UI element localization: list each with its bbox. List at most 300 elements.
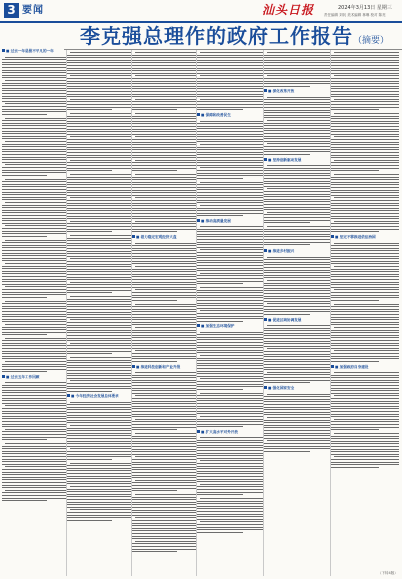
text-line bbox=[197, 165, 263, 166]
text-line bbox=[197, 260, 263, 261]
text-line bbox=[67, 417, 131, 418]
text-line bbox=[197, 123, 263, 124]
text-line bbox=[135, 372, 196, 373]
text-line bbox=[197, 275, 263, 276]
text-line bbox=[70, 463, 131, 464]
text-line bbox=[67, 104, 131, 105]
text-block bbox=[197, 51, 263, 111]
text-line bbox=[132, 274, 196, 275]
text-line bbox=[67, 187, 131, 188]
text-line bbox=[197, 450, 263, 451]
text-line bbox=[67, 507, 131, 508]
text-line bbox=[2, 233, 66, 234]
text-line bbox=[331, 284, 399, 285]
text-line bbox=[264, 396, 330, 397]
text-line bbox=[264, 86, 310, 87]
text-line bbox=[197, 395, 263, 396]
text-line bbox=[331, 91, 399, 92]
text-line bbox=[2, 83, 66, 84]
text-line bbox=[331, 187, 399, 188]
text-line bbox=[197, 473, 263, 474]
text-line bbox=[264, 435, 330, 436]
text-line bbox=[2, 327, 66, 328]
text-line bbox=[67, 96, 131, 97]
text-line bbox=[264, 104, 330, 105]
text-line bbox=[132, 297, 196, 298]
text-line bbox=[5, 490, 66, 491]
text-line bbox=[132, 424, 196, 425]
text-line bbox=[2, 319, 66, 320]
text-line bbox=[67, 459, 112, 460]
text-line bbox=[264, 209, 330, 210]
text-line bbox=[67, 162, 131, 163]
text-line bbox=[331, 62, 399, 63]
text-line bbox=[132, 88, 196, 89]
text-line bbox=[264, 338, 330, 339]
text-line bbox=[67, 65, 131, 66]
text-line bbox=[132, 475, 196, 476]
text-line bbox=[67, 243, 131, 244]
text-line bbox=[2, 403, 66, 404]
column-4 bbox=[197, 50, 263, 576]
text-line bbox=[197, 247, 263, 248]
text-line bbox=[331, 101, 399, 102]
text-line bbox=[264, 170, 330, 171]
text-line bbox=[132, 190, 196, 191]
text-line bbox=[264, 220, 330, 221]
text-line bbox=[200, 287, 263, 288]
text-line bbox=[331, 231, 379, 232]
text-line bbox=[2, 64, 66, 65]
text-line bbox=[67, 306, 131, 307]
text-line bbox=[132, 317, 196, 318]
text-line bbox=[331, 245, 399, 246]
text-line bbox=[264, 404, 330, 405]
text-line bbox=[331, 382, 399, 383]
text-line bbox=[264, 78, 330, 79]
text-line bbox=[67, 470, 131, 471]
text-line bbox=[267, 97, 330, 98]
text-line bbox=[197, 347, 263, 348]
text-line bbox=[267, 188, 330, 189]
text-line bbox=[267, 325, 330, 326]
text-line bbox=[197, 281, 263, 282]
text-line bbox=[132, 223, 196, 224]
text-line bbox=[67, 86, 131, 87]
text-line bbox=[197, 236, 263, 237]
text-line bbox=[132, 512, 196, 513]
text-line bbox=[2, 125, 66, 126]
text-line bbox=[132, 510, 196, 511]
text-block bbox=[67, 112, 131, 172]
text-line bbox=[132, 245, 196, 246]
text-line bbox=[67, 338, 131, 339]
text-line bbox=[264, 374, 330, 375]
text-line bbox=[132, 200, 196, 201]
text-line bbox=[264, 149, 330, 150]
text-line bbox=[2, 345, 66, 346]
text-line bbox=[2, 418, 66, 419]
text-block bbox=[331, 173, 399, 233]
subheading: ■ 推进科技创新和产业升级 bbox=[132, 365, 196, 370]
text-line bbox=[264, 407, 330, 408]
text-line bbox=[67, 142, 131, 143]
text-line bbox=[331, 182, 399, 183]
text-line bbox=[264, 239, 330, 240]
text-line bbox=[67, 378, 131, 379]
text-line bbox=[264, 57, 330, 58]
text-line bbox=[67, 304, 131, 305]
text-line bbox=[132, 462, 196, 463]
text-line bbox=[2, 266, 66, 267]
text-line bbox=[331, 309, 399, 310]
text-line bbox=[2, 306, 66, 307]
text-line bbox=[132, 324, 196, 325]
text-line bbox=[67, 78, 131, 79]
text-line bbox=[135, 419, 196, 420]
text-line bbox=[132, 438, 196, 439]
text-line bbox=[2, 96, 66, 97]
text-line bbox=[331, 340, 399, 341]
text-block bbox=[2, 56, 66, 116]
text-line bbox=[2, 424, 66, 425]
text-line bbox=[197, 278, 263, 279]
text-line bbox=[267, 280, 330, 281]
text-line bbox=[331, 269, 399, 270]
text-line bbox=[197, 494, 243, 495]
text-line bbox=[200, 167, 263, 168]
text-line bbox=[331, 250, 399, 251]
text-line bbox=[2, 144, 66, 145]
text-line bbox=[132, 497, 196, 498]
bullet-square-icon bbox=[132, 235, 135, 238]
text-line bbox=[2, 434, 66, 435]
text-line bbox=[2, 245, 66, 246]
text-line bbox=[264, 128, 330, 129]
text-line bbox=[197, 139, 263, 140]
text-line bbox=[197, 252, 263, 253]
text-block bbox=[264, 96, 330, 156]
text-line bbox=[267, 440, 330, 441]
text-line bbox=[2, 181, 66, 182]
text-line bbox=[197, 442, 263, 443]
text-line bbox=[2, 358, 66, 359]
text-line bbox=[197, 94, 263, 95]
text-line bbox=[331, 116, 399, 117]
text-line bbox=[132, 131, 196, 132]
text-line bbox=[331, 424, 399, 425]
text-line bbox=[264, 270, 330, 271]
text-line bbox=[2, 456, 66, 457]
text-line bbox=[197, 57, 263, 58]
text-line bbox=[2, 197, 66, 198]
text-line bbox=[264, 420, 330, 421]
text-line bbox=[132, 377, 196, 378]
text-line bbox=[2, 271, 66, 272]
text-line bbox=[197, 471, 263, 472]
text-block bbox=[67, 401, 131, 461]
text-line bbox=[132, 101, 196, 102]
text-line bbox=[132, 472, 196, 473]
text-line bbox=[132, 546, 196, 547]
text-line bbox=[197, 78, 263, 79]
text-line bbox=[132, 322, 196, 323]
text-line bbox=[2, 395, 66, 396]
text-block bbox=[331, 242, 399, 302]
text-line bbox=[135, 75, 196, 76]
text-line bbox=[132, 129, 196, 130]
text-line bbox=[200, 205, 263, 206]
text-line bbox=[197, 229, 263, 230]
text-line bbox=[264, 186, 330, 187]
text-line bbox=[67, 116, 131, 117]
text-line bbox=[2, 356, 66, 357]
text-line bbox=[331, 271, 399, 272]
text-line bbox=[331, 311, 399, 312]
article-title-suffix: （摘要） bbox=[353, 36, 390, 46]
text-line bbox=[2, 62, 66, 63]
text-line bbox=[67, 226, 131, 227]
text-line bbox=[67, 314, 131, 315]
text-line bbox=[2, 348, 66, 349]
text-line bbox=[331, 335, 399, 336]
text-line bbox=[264, 298, 330, 299]
text-line bbox=[2, 106, 66, 107]
text-line bbox=[197, 292, 263, 293]
bullet-square-icon bbox=[197, 324, 200, 327]
text-line bbox=[70, 282, 131, 283]
text-line bbox=[70, 113, 131, 114]
text-line bbox=[197, 62, 263, 63]
text-line bbox=[331, 261, 399, 262]
text-line bbox=[200, 437, 263, 438]
text-line bbox=[331, 449, 399, 450]
text-line bbox=[331, 184, 399, 185]
text-line bbox=[197, 342, 263, 343]
text-line bbox=[135, 433, 196, 434]
text-line bbox=[331, 208, 399, 209]
text-line bbox=[132, 343, 196, 344]
text-line bbox=[197, 313, 263, 314]
text-line bbox=[132, 226, 196, 227]
text-line bbox=[264, 433, 330, 434]
text-line bbox=[331, 441, 399, 442]
text-line bbox=[67, 299, 131, 300]
text-line bbox=[197, 170, 263, 171]
text-line bbox=[334, 289, 399, 290]
text-line bbox=[197, 400, 263, 401]
text-line bbox=[334, 197, 399, 198]
subheading: ■ 保障和改善民生 bbox=[197, 113, 263, 118]
text-line bbox=[264, 123, 330, 124]
text-line bbox=[197, 426, 243, 427]
text-block bbox=[264, 51, 330, 87]
text-line bbox=[197, 213, 263, 214]
text-line bbox=[264, 380, 330, 381]
text-line bbox=[331, 81, 399, 82]
text-line bbox=[132, 406, 196, 407]
text-line bbox=[2, 250, 66, 251]
text-line bbox=[67, 502, 131, 503]
text-line bbox=[132, 533, 196, 534]
text-line bbox=[135, 113, 196, 114]
text-line bbox=[132, 231, 177, 232]
text-line bbox=[70, 258, 131, 259]
text-line bbox=[67, 322, 131, 323]
text-line bbox=[264, 194, 330, 195]
text-line bbox=[67, 348, 131, 349]
text-line bbox=[2, 390, 66, 391]
text-block bbox=[132, 173, 196, 233]
text-line bbox=[67, 443, 131, 444]
text-line bbox=[264, 448, 330, 449]
text-line bbox=[200, 52, 263, 53]
text-block bbox=[2, 442, 66, 502]
text-line bbox=[132, 477, 196, 478]
text-line bbox=[132, 213, 196, 214]
text-line bbox=[200, 75, 263, 76]
text-line bbox=[132, 94, 196, 95]
text-line bbox=[67, 62, 131, 63]
text-line bbox=[132, 149, 196, 150]
text-line bbox=[331, 248, 399, 249]
text-line bbox=[2, 469, 66, 470]
text-line bbox=[264, 346, 330, 347]
text-line bbox=[5, 240, 66, 241]
text-line bbox=[264, 364, 330, 365]
text-line bbox=[197, 162, 263, 163]
text-line bbox=[331, 170, 379, 171]
text-line bbox=[197, 300, 263, 301]
text-line bbox=[197, 419, 263, 420]
text-line bbox=[331, 256, 399, 257]
text-line bbox=[331, 322, 399, 323]
text-line bbox=[264, 359, 330, 360]
text-line bbox=[264, 99, 330, 100]
text-line bbox=[331, 123, 399, 124]
text-line bbox=[331, 205, 399, 206]
text-line bbox=[5, 118, 66, 119]
text-line bbox=[197, 141, 263, 142]
text-line bbox=[197, 486, 263, 487]
text-line bbox=[331, 300, 379, 301]
text-line bbox=[264, 309, 330, 310]
text-line bbox=[5, 286, 66, 287]
text-block bbox=[264, 393, 330, 453]
text-line bbox=[331, 179, 399, 180]
text-line bbox=[67, 109, 112, 110]
text-line bbox=[197, 55, 263, 56]
text-line bbox=[67, 177, 131, 178]
text-line bbox=[197, 202, 263, 203]
text-line bbox=[200, 332, 263, 333]
text-line bbox=[132, 314, 196, 315]
text-line bbox=[331, 375, 399, 376]
text-line bbox=[2, 353, 66, 354]
text-line bbox=[5, 141, 66, 142]
text-line bbox=[5, 443, 66, 444]
text-line bbox=[2, 273, 66, 274]
text-line bbox=[2, 413, 66, 414]
text-line bbox=[334, 266, 399, 267]
text-line bbox=[2, 297, 47, 298]
text-line bbox=[264, 399, 330, 400]
text-line bbox=[67, 240, 131, 241]
text-line bbox=[132, 408, 196, 409]
text-line bbox=[132, 91, 196, 92]
text-line bbox=[331, 361, 379, 362]
text-line bbox=[331, 118, 399, 119]
text-line bbox=[197, 445, 263, 446]
text-line bbox=[132, 449, 196, 450]
text-line bbox=[197, 265, 263, 266]
text-block bbox=[264, 324, 330, 384]
text-line bbox=[264, 283, 330, 284]
text-line bbox=[132, 121, 196, 122]
text-block bbox=[67, 234, 131, 294]
text-line bbox=[200, 144, 263, 145]
text-line bbox=[197, 447, 263, 448]
text-line bbox=[2, 421, 66, 422]
text-line bbox=[2, 109, 66, 110]
text-line bbox=[2, 446, 66, 447]
text-line bbox=[2, 167, 66, 168]
text-line bbox=[197, 109, 243, 110]
text-line bbox=[197, 516, 263, 517]
text-line bbox=[5, 164, 66, 165]
text-line bbox=[197, 316, 263, 317]
text-line bbox=[197, 492, 263, 493]
text-line bbox=[2, 308, 66, 309]
text-line bbox=[132, 282, 196, 283]
text-line bbox=[2, 59, 66, 60]
text-line bbox=[132, 70, 196, 71]
text-line bbox=[132, 208, 196, 209]
text-line bbox=[264, 136, 330, 137]
text-line bbox=[197, 200, 263, 201]
text-line bbox=[132, 525, 196, 526]
text-line bbox=[135, 327, 196, 328]
text-block bbox=[67, 295, 131, 355]
text-line bbox=[197, 463, 263, 464]
text-line bbox=[197, 65, 263, 66]
text-line bbox=[70, 448, 131, 449]
text-line bbox=[197, 147, 263, 148]
text-line bbox=[200, 273, 263, 274]
text-line bbox=[67, 332, 131, 333]
text-line bbox=[2, 67, 66, 68]
text-line bbox=[2, 223, 66, 224]
text-line bbox=[267, 120, 330, 121]
text-line bbox=[67, 325, 131, 326]
text-line bbox=[70, 357, 131, 358]
text-line bbox=[132, 155, 196, 156]
text-line bbox=[2, 371, 47, 372]
text-line bbox=[132, 319, 196, 320]
text-line bbox=[264, 125, 330, 126]
text-line bbox=[2, 276, 66, 277]
text-line bbox=[264, 112, 330, 113]
text-line bbox=[67, 55, 131, 56]
text-line bbox=[2, 448, 66, 449]
text-line bbox=[331, 330, 399, 331]
text-line bbox=[334, 350, 399, 351]
subheading: ■ 深化改革开放 bbox=[264, 89, 330, 94]
text-line bbox=[197, 413, 263, 414]
text-line bbox=[197, 403, 263, 404]
text-line bbox=[132, 177, 196, 178]
text-line bbox=[197, 268, 263, 269]
